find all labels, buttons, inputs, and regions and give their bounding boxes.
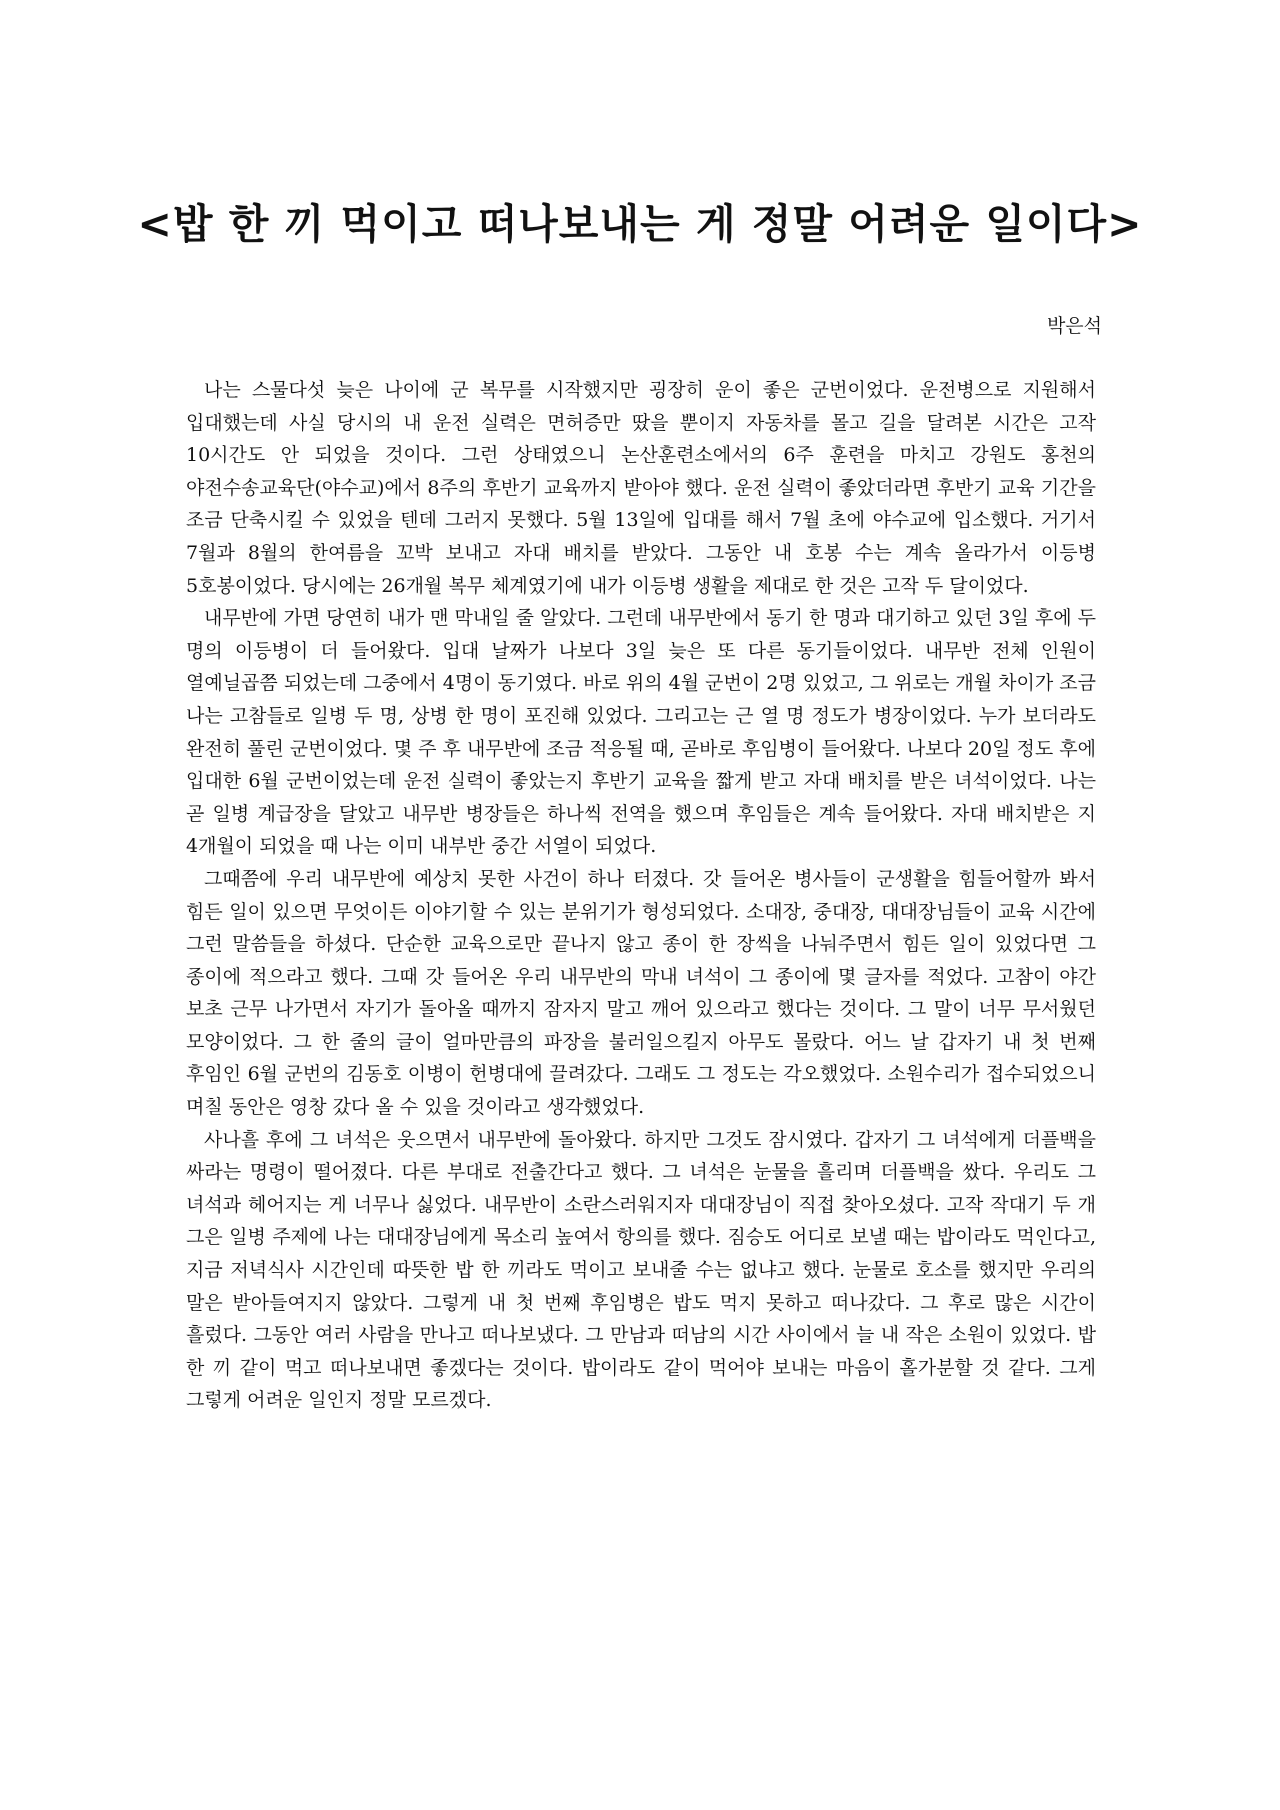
paragraph-3: 그때쯤에 우리 내무반에 예상치 못한 사건이 하나 터졌다. 갓 들어온 병사들이 군생활을 힘들어할까 봐서 힘든 일이 있으면 무엇이든 이야기할 수 있는 분위기가 형성되었다. 소대장, 중대장, 대대장님들이 교육 시간에 그런 말씀들을 하셨다. 단순한 교육으로만 끝나지 않고 종이 한 장씩을 나눠주면서 힘든 일이 있었다면 그 종이에 적으라고 했다. 그때 갓 들어온 우리 내무반의 막내 녀석이 그 종이에 몇 글자를 적었다. 고참이 야간 보초 근무 나가면서 자기가 돌아올 때까지 잠자지 말고 깨어 있으라고 했다는 것이다. 그 말이 너무 무서웠던 모양이었다. 그 한 줄의 글이 얼마만큼의 파장을 불러일으킬지 아무도 몰랐다. 어느 날 갑자기 내 첫 번째 후임인 6월 군번의 김동호 이병이 헌병대에 끌려갔다. 그래도 그 정도는 각오했었다. 소원수리가 접수되었으니 며칠 동안은 영창 갔다 올 수 있을 것이라고 생각했었다.	[186, 867, 1096, 1119]
paragraph-1: 나는 스물다섯 늦은 나이에 군 복무를 시작했지만 굉장히 운이 좋은 군번이었다. 운전병으로 지원해서 입대했는데 사실 당시의 내 운전 실력은 면허증만 땄을 뿐이지 자동차를 몰고 길을 달려본 시간은 고작 10시간도 안 되었을 것이다. 그런 상태였으니 논산훈련소에서의 6주 훈련을 마치고 강원도 홍천의 야전수송교육단(야수교)에서 8주의 후반기 교육까지 받아야 했다. 운전 실력이 좋았더라면 후반기 교육 기간을 조금 단축시킬 수 있었을 텐데 그러지 못했다. 5월 13일에 입대를 해서 7월 초에 야수교에 입소했다. 거기서 7월과 8월의 한여름을 꼬박 보내고 자대 배치를 받았다. 그동안 내 호봉 수는 계속 올라가서 이등병 5호봉이었다. 당시에는 26개월 복무 체계였기에 내가 이등병 생활을 제대로 한 것은 고작 두 달이었다.	[186, 379, 1096, 597]
paragraph-4: 사나흘 후에 그 녀석은 웃으면서 내무반에 돌아왔다. 하지만 그것도 잠시였다. 갑자기 그 녀석에게 더플백을 싸라는 명령이 떨어졌다. 다른 부대로 전출간다고 했다. 그 녀석은 눈물을 흘리며 더플백을 쌌다. 우리도 그 녀석과 헤어지는 게 너무나 싫었다. 내무반이 소란스러워지자 대대장님이 직접 찾아오셨다. 고작 작대기 두 개 그은 일병 주제에 나는 대대장님에게 목소리 높여서 항의를 했다. 짐승도 어디로 보낼 때는 밥이라도 먹인다고, 지금 저녁식사 시간인데 따뜻한 밥 한 끼라도 먹이고 보내줄 수는 없냐고 했다. 눈물로 호소를 했지만 우리의 말은 받아들여지지 않았다. 그렇게 내 첫 번째 후임병은 밥도 먹지 못하고 떠나갔다. 그 후로 많은 시간이 흘렀다. 그동안 여러 사람을 만나고 떠나보냈다. 그 만남과 떠남의 시간 사이에서 늘 내 작은 소원이 있었다. 밥 한 끼 같이 먹고 떠나보내면 좋겠다는 것이다. 밥이라도 같이 먹어야 보내는 마음이 홀가분할 것 같다. 그게 그렇게 어려운 일인지 정말 모르겠다.	[186, 1128, 1096, 1412]
document-title: <밥 한 끼 먹이고 떠나보내는 게 정말 어려운 일이다>	[137, 200, 1143, 248]
author-name: 박은석	[1046, 315, 1102, 337]
paragraph-2: 내무반에 가면 당연히 내가 맨 막내일 줄 알았다. 그런데 내무반에서 동기 한 명과 대기하고 있던 3일 후에 두 명의 이등병이 더 들어왔다. 입대 날짜가 나보다 3일 늦은 또 다른 동기들이었다. 내무반 전체 인원이 열예닐곱쯤 되었는데 그중에서 4명이 동기였다. 바로 위의 4월 군번이 2명 있었고, 그 위로는 개월 차이가 조금 나는 고참들로 일병 두 명, 상병 한 명이 포진해 있었다. 그리고는 근 열 명 정도가 병장이었다. 누가 보더라도 완전히 풀린 군번이었다. 몇 주 후 내무반에 조금 적응될 때, 곧바로 후임병이 들어왔다. 나보다 20일 정도 후에 입대한 6월 군번이었는데 운전 실력이 좋았는지 후반기 교육을 짧게 받고 자대 배치를 받은 녀석이었다. 나는 곧 일병 계급장을 달았고 내무반 병장들은 하나씩 전역을 했으며 후임들은 계속 들어왔다. 자대 배치받은 지 4개월이 되었을 때 나는 이미 내부반 중간 서열이 되었다.	[186, 607, 1096, 858]
document-body	[186, 374, 1096, 1417]
